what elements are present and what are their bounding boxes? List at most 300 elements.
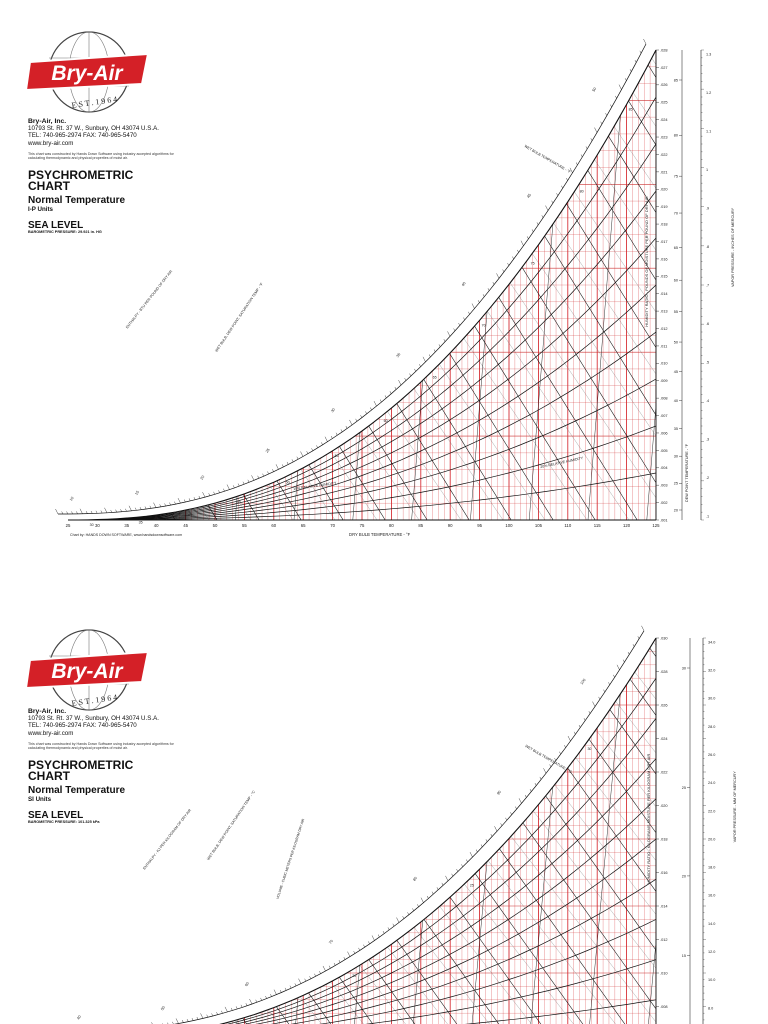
enthalpy-tick: [218, 490, 219, 493]
enthalpy-tick: [231, 1008, 232, 1011]
specific-volume-line: [58, 618, 98, 1024]
vapor-pressure-tick-label: .5: [706, 360, 710, 365]
wet-bulb-line: [740, 10, 768, 530]
enthalpy-tick: [301, 452, 304, 457]
enthalpy-tick: [184, 500, 185, 503]
enthalpy-tick: [608, 682, 609, 685]
wet-bulb-line: [0, 10, 139, 530]
enthalpy-scale: [56, 631, 644, 1024]
dry-bulb-axis-label: DRY BULB TEMPERATURE - °F: [349, 532, 411, 537]
enthalpy-tick: [439, 344, 440, 347]
vapor-pressure-tick-label: 12.0: [708, 949, 716, 954]
specific-volume-line: [470, 30, 510, 530]
humidity-ratio-tick-label: .016: [660, 256, 668, 262]
enthalpy-tick: [568, 736, 571, 741]
enthalpy-tick: [412, 908, 413, 911]
wet-bulb-line: [0, 600, 307, 1024]
enthalpy-tick: [225, 1007, 228, 1012]
enthalpy-tick: [282, 464, 283, 467]
enthalpy-tick: [197, 1017, 198, 1020]
enthalpy-tick: [574, 732, 575, 735]
company-web[interactable]: www.bry-air.com: [28, 729, 74, 737]
enthalpy-tick: [383, 931, 384, 934]
enthalpy-tick: [393, 924, 394, 927]
enthalpy-tick: [297, 457, 298, 460]
specific-volume-line: [234, 30, 277, 530]
enthalpy-tick: [241, 1005, 242, 1008]
dry-bulb-tick-label: 55: [242, 523, 247, 528]
enthalpy-tick: [348, 952, 351, 957]
enthalpy-tick: [91, 511, 92, 514]
enthalpy-tick: [419, 364, 420, 367]
enthalpy-tick: [508, 263, 509, 266]
dry-bulb-tick-label: 25: [65, 523, 71, 528]
wet-bulb-line: [0, 10, 223, 530]
enthalpy-tick: [633, 644, 634, 647]
enthalpy-tick: [497, 273, 500, 278]
enthalpy-tick: [194, 497, 195, 500]
enthalpy-line: [199, 600, 552, 1024]
enthalpy-tick: [252, 475, 255, 480]
enthalpy-tick: [290, 986, 291, 989]
enthalpy-tick: [423, 357, 426, 362]
enthalpy-tick: [187, 1019, 188, 1022]
enthalpy-tick: [80, 509, 83, 514]
humidity-ratio-tick-label: .007: [660, 412, 668, 418]
dry-bulb-tick-label: 80: [389, 523, 394, 528]
enthalpy-tick-label: 15: [134, 490, 141, 496]
wet-bulb-line: [404, 600, 727, 1024]
humidity-ratio-tick-label: .001: [660, 517, 668, 523]
specific-volume-line: [528, 618, 568, 1024]
volume-axis-label: VOLUME - CUBIC METERS PER KILOGRAM DRY AIR: [275, 818, 306, 900]
enthalpy-line: [241, 10, 594, 530]
dew-point-tick-label: 75: [673, 174, 678, 179]
enthalpy-tick: [178, 498, 181, 503]
vapor-pressure-tick-label: .6: [706, 321, 710, 326]
enthalpy-tick: [584, 718, 585, 721]
enthalpy-tick: [579, 725, 580, 728]
enthalpy-tick: [344, 957, 345, 960]
enthalpy-line: [703, 10, 768, 530]
specific-volume-line: [176, 30, 216, 530]
enthalpy-tick: [470, 852, 473, 857]
wet-bulb-line: [572, 600, 768, 1024]
enthalpy-line: [241, 600, 594, 1024]
enthalpy-tick: [145, 507, 146, 510]
company-phone: TEL: 740-965-2974 FAX: 740-965-5470: [28, 722, 137, 730]
chart-level: SEA LEVEL: [28, 219, 84, 231]
enthalpy-tick: [390, 391, 391, 394]
humidity-ratio-tick-label: .024: [660, 735, 668, 741]
saturation-tick-label: 20: [352, 973, 357, 978]
wet-bulb-line: [0, 10, 181, 530]
enthalpy-tick: [276, 464, 279, 469]
vapor-pressure-tick-label: 14.0: [708, 921, 716, 926]
dew-point-tick-label: 80: [673, 133, 678, 138]
specific-volume-line: [587, 30, 627, 530]
humidity-ratio-tick-label: .030: [660, 635, 668, 641]
dew-point-tick-label: 70: [673, 211, 678, 216]
chart-subtitle: Normal Temperature: [28, 784, 126, 796]
wet-bulb-axis-label: WET BULB TEMPERATURE - °F: [523, 144, 572, 175]
saturation-axis-label: WET BULB, DEW POINT, SATURATION TEMP - °F: [214, 282, 264, 353]
vapor-pressure-tick-label: .2: [706, 475, 710, 480]
enthalpy-tick: [630, 69, 631, 72]
wet-bulb-line: [110, 10, 433, 530]
vapor-pressure-tick-label: 1.2: [706, 90, 712, 95]
enthalpy-tick-label: 80: [412, 876, 419, 882]
enthalpy-tick: [182, 1020, 183, 1023]
enthalpy-tick: [429, 354, 430, 357]
company-address: 10793 St. Rt. 37 W., Sunbury, OH 43074 U.S.A.: [28, 125, 159, 133]
specific-volume-line: [705, 30, 745, 530]
saturation-tick-label: 80: [579, 189, 584, 194]
enthalpy-tick-label: 50: [591, 86, 598, 93]
dry-bulb-tick-label: 125: [652, 523, 660, 528]
enthalpy-line: [31, 600, 384, 1024]
vapor-pressure-tick-label: 24.0: [708, 781, 716, 786]
humidity-ratio-tick-label: .002: [660, 499, 668, 505]
company-phone: TEL: 740-965-2974 FAX: 740-965-5470: [28, 132, 137, 140]
dry-bulb-tick-label: 30: [95, 523, 100, 528]
enthalpy-tick: [613, 675, 614, 678]
enthalpy-tick: [346, 426, 347, 429]
wet-bulb-line: [488, 10, 768, 530]
enthalpy-tick: [236, 1006, 237, 1009]
enthalpy-tick: [287, 462, 288, 465]
wet-bulb-line: [236, 10, 559, 530]
construction-note: This chart was constructed by Hands Down Software using industry accepted algorithms for calculating thermodynamic and physical properties of moist air.: [28, 741, 174, 751]
enthalpy-tick: [557, 193, 558, 196]
enthalpy-tick: [336, 433, 337, 436]
humidity-ratio-axis-label: HUMIDITY RATIO - POUNDS OF MOISTURE PER POUND OF DRY AIR: [644, 196, 649, 327]
enthalpy-tick: [454, 329, 455, 332]
chart-grid: [0, 10, 768, 530]
enthalpy-tick: [481, 845, 482, 848]
enthalpy-tick: [615, 96, 616, 99]
humidity-ratio-tick-label: .026: [660, 82, 668, 88]
wet-bulb-line: [152, 10, 475, 530]
saturation-tick-label: 30: [587, 747, 592, 752]
enthalpy-tick: [319, 971, 320, 974]
enthalpy-line: [283, 10, 636, 530]
dew-point-tick-label: 55: [673, 310, 678, 315]
enthalpy-line: [493, 10, 768, 530]
enthalpy-tick: [363, 945, 364, 948]
wet-bulb-line: [236, 600, 559, 1024]
enthalpy-tick: [71, 511, 72, 514]
enthalpy-line: [577, 10, 768, 530]
enthalpy-tick: [599, 697, 600, 700]
dew-point-tick-label: 15: [681, 953, 686, 958]
enthalpy-tick: [380, 400, 381, 403]
enthalpy-tick: [483, 294, 484, 297]
specific-volume-line: [293, 30, 333, 530]
enthalpy-tick: [546, 206, 549, 211]
enthalpy-tick: [135, 508, 136, 511]
humidity-ratio-tick-label: .011: [660, 343, 668, 349]
dew-point-tick-label: 40: [673, 398, 678, 403]
enthalpy-tick: [354, 951, 355, 954]
enthalpy-tick: [550, 764, 551, 767]
enthalpy-tick: [466, 860, 467, 863]
enthalpy-line: [0, 10, 342, 530]
enthalpy-tick-label: 90: [496, 789, 503, 796]
enthalpy-tick: [323, 966, 326, 971]
enthalpy-tick: [227, 485, 230, 490]
enthalpy-tick: [488, 288, 489, 291]
enthalpy-tick: [410, 374, 411, 377]
enthalpy-tick: [559, 752, 560, 755]
company-name: Bry-Air, Inc.: [28, 118, 67, 125]
enthalpy-tick: [589, 711, 590, 714]
saturation-tick-label: 25: [469, 883, 474, 888]
dry-bulb-tick-label: 115: [593, 523, 601, 528]
enthalpy-tick: [388, 927, 389, 930]
enthalpy-tick: [169, 503, 170, 506]
enthalpy-line: [283, 600, 636, 1024]
saturation-tick-label: 35: [138, 520, 143, 525]
dew-point-tick-label: 25: [673, 481, 678, 486]
specific-volume-line: [705, 618, 745, 1024]
wet-bulb-line: [656, 10, 768, 530]
enthalpy-tick: [111, 510, 112, 512]
enthalpy-tick: [552, 201, 553, 204]
dry-bulb-tick-label: 95: [477, 523, 482, 528]
dew-point-tick-label: 20: [673, 508, 678, 513]
humidity-ratio-tick-label: .014: [660, 903, 668, 909]
enthalpy-tick: [314, 974, 315, 977]
humidity-ratio-tick-label: .018: [660, 836, 668, 842]
enthalpy-line: [73, 600, 426, 1024]
vapor-pressure-tick-label: 18.0: [708, 865, 716, 870]
rh-label-10: 10% RELATIVE HUMIDITY: [292, 481, 337, 492]
dew-point-axis-label: DEW POINT TEMPERATURE - °F: [685, 443, 689, 503]
enthalpy-tick: [468, 312, 469, 315]
enthalpy-tick: [606, 113, 607, 116]
saturation-axis-label: WET BULB, DEW POINT, SATURATION TEMP - °C: [206, 789, 257, 861]
enthalpy-tick-label: 45: [526, 193, 533, 199]
enthalpy-tick: [174, 502, 175, 505]
saturation-tick-label: 30: [89, 522, 94, 527]
enthalpy-tick-label: 100: [579, 677, 587, 686]
enthalpy-line: [0, 10, 216, 530]
enthalpy-line: [0, 600, 216, 1024]
enthalpy-tick: [370, 408, 371, 411]
enthalpy-tick: [243, 482, 244, 485]
dew-point-tick-label: 60: [673, 278, 678, 283]
humidity-ratio-tick-label: .027: [660, 64, 668, 70]
vapor-pressure-tick-label: 28.0: [708, 724, 716, 729]
enthalpy-tick: [405, 378, 406, 381]
enthalpy-tick: [457, 869, 458, 872]
enthalpy-tick: [561, 186, 562, 189]
enthalpy-tick: [463, 317, 464, 320]
company-web[interactable]: www.bry-air.com: [28, 139, 74, 147]
humidity-ratio-tick-label: .018: [660, 221, 668, 227]
enthalpy-tick-label: 70: [328, 939, 335, 945]
enthalpy-tick: [207, 1015, 208, 1018]
enthalpy-tick: [280, 990, 281, 993]
enthalpy-line: [745, 10, 768, 530]
enthalpy-tick: [399, 380, 402, 385]
enthalpy-tick: [329, 966, 330, 969]
wet-bulb-line: [0, 600, 265, 1024]
enthalpy-tick: [350, 420, 353, 425]
enthalpy-tick: [444, 339, 445, 342]
chart-sheet-si: [0, 600, 768, 1024]
enthalpy-tick: [448, 331, 451, 336]
enthalpy-tick: [437, 887, 438, 890]
wet-bulb-line: [278, 10, 601, 530]
enthalpy-tick: [427, 896, 428, 899]
specific-volume-line: [646, 30, 686, 530]
enthalpy-tick: [150, 506, 151, 509]
enthalpy-tick-label: 10: [68, 496, 75, 502]
wet-bulb-line: [488, 600, 768, 1024]
enthalpy-line: [577, 600, 768, 1024]
enthalpy-tick: [593, 702, 596, 707]
enthalpy-tick: [544, 768, 547, 773]
enthalpy-tick: [62, 511, 63, 514]
enthalpy-tick: [644, 39, 647, 44]
enthalpy-tick-label: 40: [460, 281, 467, 288]
enthalpy-tick-label: 35: [395, 352, 402, 359]
enthalpy-tick: [378, 935, 379, 938]
wet-bulb-line: [614, 600, 768, 1024]
enthalpy-tick: [56, 509, 59, 514]
humidity-ratio-tick-label: .008: [660, 1003, 668, 1009]
enthalpy-tick: [365, 411, 366, 414]
dry-bulb-tick-label: 75: [359, 523, 365, 528]
enthalpy-tick: [493, 282, 494, 285]
enthalpy-line: [0, 600, 342, 1024]
dew-point-tick-label: 65: [673, 245, 678, 250]
enthalpy-line: [157, 10, 510, 530]
enthalpy-tick-label: 40: [76, 1014, 83, 1021]
enthalpy-tick: [610, 105, 611, 108]
wet-bulb-line: [359, 10, 685, 530]
enthalpy-tick: [274, 990, 277, 995]
enthalpy-tick: [321, 442, 322, 445]
humidity-ratio-tick-label: .008: [660, 395, 668, 401]
enthalpy-axis-label: ENTHALPY - KJ PER KILOGRAM OF DRY AIR: [142, 808, 193, 871]
dry-bulb-tick-label: 50: [212, 523, 218, 528]
enthalpy-tick: [576, 163, 577, 166]
enthalpy-tick: [421, 898, 424, 903]
vapor-pressure-tick-label: 30.0: [708, 696, 716, 701]
dew-point-tick-label: 20: [681, 874, 686, 879]
enthalpy-tick: [642, 626, 645, 631]
saturation-tick-label: 50: [285, 480, 290, 485]
enthalpy-tick: [285, 988, 286, 991]
humidity-ratio-tick-label: .015: [660, 273, 668, 279]
enthalpy-tick: [495, 826, 498, 831]
enthalpy-tick: [635, 60, 636, 63]
enthalpy-tick: [265, 996, 266, 999]
vapor-pressure-tick-label: 26.0: [708, 752, 716, 757]
enthalpy-tick: [316, 445, 317, 448]
enthalpy-line: [0, 600, 258, 1024]
enthalpy-tick: [478, 300, 479, 303]
enthalpy-tick: [532, 229, 533, 232]
chart-grid: [0, 600, 768, 1024]
enthalpy-line: [157, 600, 510, 1024]
specific-volume-line: [293, 618, 333, 1024]
enthalpy-line: [73, 10, 426, 530]
enthalpy-tick: [238, 484, 239, 487]
enthalpy-tick: [601, 122, 602, 125]
vapor-pressure-tick-label: .8: [706, 244, 710, 249]
enthalpy-tick: [452, 874, 453, 877]
dry-bulb-tick-label: 120: [623, 523, 631, 528]
enthalpy-tick: [540, 777, 541, 780]
dew-point-tick-label: 25: [681, 785, 686, 790]
enthalpy-tick: [96, 511, 97, 514]
enthalpy-tick: [521, 241, 524, 246]
specific-volume-line: [470, 618, 510, 1024]
enthalpy-line: [0, 10, 300, 530]
enthalpy-tick: [299, 979, 302, 984]
enthalpy-tick: [154, 503, 157, 508]
dew-point-tick-label: 30: [673, 454, 678, 459]
vapor-pressure-tick-label: .4: [706, 398, 710, 403]
enthalpy-tick: [105, 508, 108, 513]
humidity-ratio-tick-label: .012: [660, 936, 668, 942]
vapor-pressure-tick-label: 1.3: [706, 52, 712, 57]
humidity-ratio-tick-label: .004: [660, 465, 668, 471]
vapor-pressure-tick-label: 20.0: [708, 837, 716, 842]
vapor-pressure-tick-label: 22.0: [708, 809, 716, 814]
enthalpy-tick: [165, 503, 166, 506]
enthalpy-tick: [223, 489, 224, 492]
enthalpy-tick: [189, 498, 190, 501]
enthalpy-tick: [434, 349, 435, 352]
construction-note: This chart was constructed by Hands Down Software using industry accepted algorithms for calculating thermodynamic and physical properties of moist air.: [28, 151, 174, 161]
enthalpy-tick: [359, 948, 360, 951]
enthalpy-tick: [491, 834, 492, 837]
wet-bulb-line: [68, 600, 391, 1024]
humidity-ratio-tick-label: .020: [660, 186, 668, 192]
enthalpy-tick: [221, 1011, 222, 1014]
enthalpy-tick: [368, 941, 369, 944]
enthalpy-tick: [250, 999, 253, 1004]
specific-volume-line: [352, 30, 392, 530]
dry-bulb-tick-label: 105: [534, 523, 542, 528]
enthalpy-line: [0, 10, 258, 530]
enthalpy-tick: [442, 883, 443, 886]
enthalpy-tick: [506, 818, 507, 821]
enthalpy-line: [619, 10, 768, 530]
wet-bulb-line: [362, 600, 685, 1024]
chart-title: PSYCHROMETRIC CHART: [28, 757, 134, 783]
enthalpy-tick: [201, 1013, 204, 1018]
enthalpy-tick: [486, 839, 487, 842]
enthalpy-line: [451, 600, 768, 1024]
enthalpy-line: [0, 600, 300, 1024]
enthalpy-tick: [263, 474, 264, 477]
enthalpy-tick-label: 25: [264, 447, 271, 454]
enthalpy-tick: [530, 789, 531, 792]
enthalpy-tick: [325, 437, 328, 442]
enthalpy-tick: [591, 138, 592, 141]
enthalpy-tick: [564, 745, 565, 748]
wet-bulb-axis-label: WET BULB TEMPERATURE - °C: [524, 744, 573, 775]
enthalpy-tick: [310, 976, 311, 979]
enthalpy-tick: [403, 916, 404, 919]
enthalpy-tick-label: 30: [330, 407, 337, 414]
